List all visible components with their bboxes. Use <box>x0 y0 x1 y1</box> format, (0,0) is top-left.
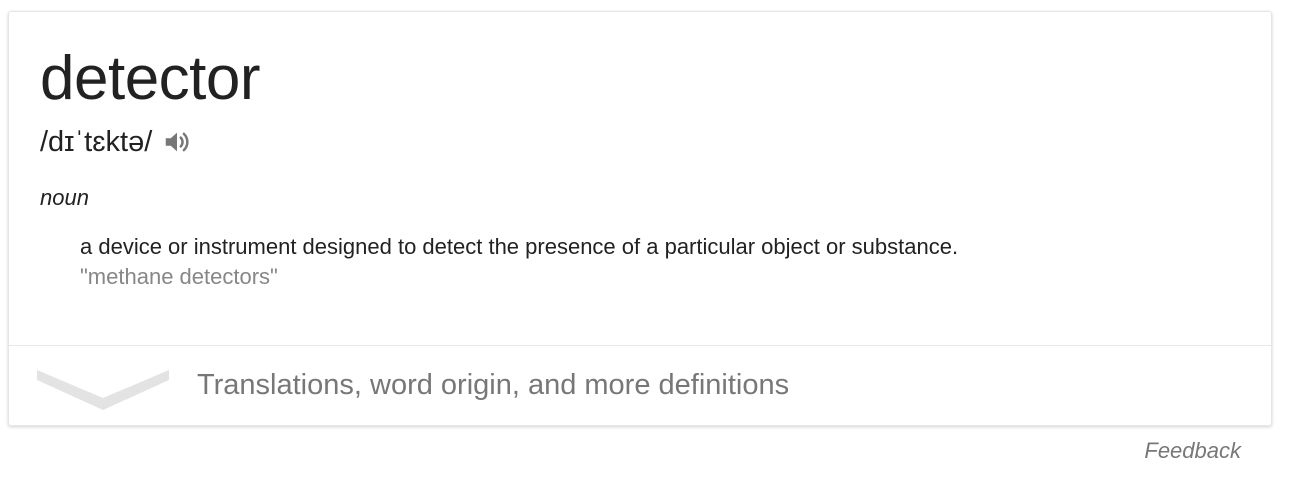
headword: detector <box>40 44 261 113</box>
dictionary-card <box>8 11 1272 426</box>
feedback-link[interactable]: Feedback <box>1144 438 1241 463</box>
speaker-icon[interactable] <box>161 126 193 158</box>
definition-text: a device or instrument designed to detect the presence of a particular object or substance. <box>80 234 959 259</box>
pronunciation-row <box>40 124 193 160</box>
phonetic-spelling: /dɪˈtɛktə/ <box>40 125 153 158</box>
example-usage: "methane detectors" <box>80 264 278 289</box>
part-of-speech: noun <box>40 185 89 210</box>
more-definitions-label: Translations, word origin, and more definitions <box>197 369 790 401</box>
chevron-down-icon <box>37 364 169 412</box>
more-definitions-button[interactable] <box>9 346 1271 426</box>
